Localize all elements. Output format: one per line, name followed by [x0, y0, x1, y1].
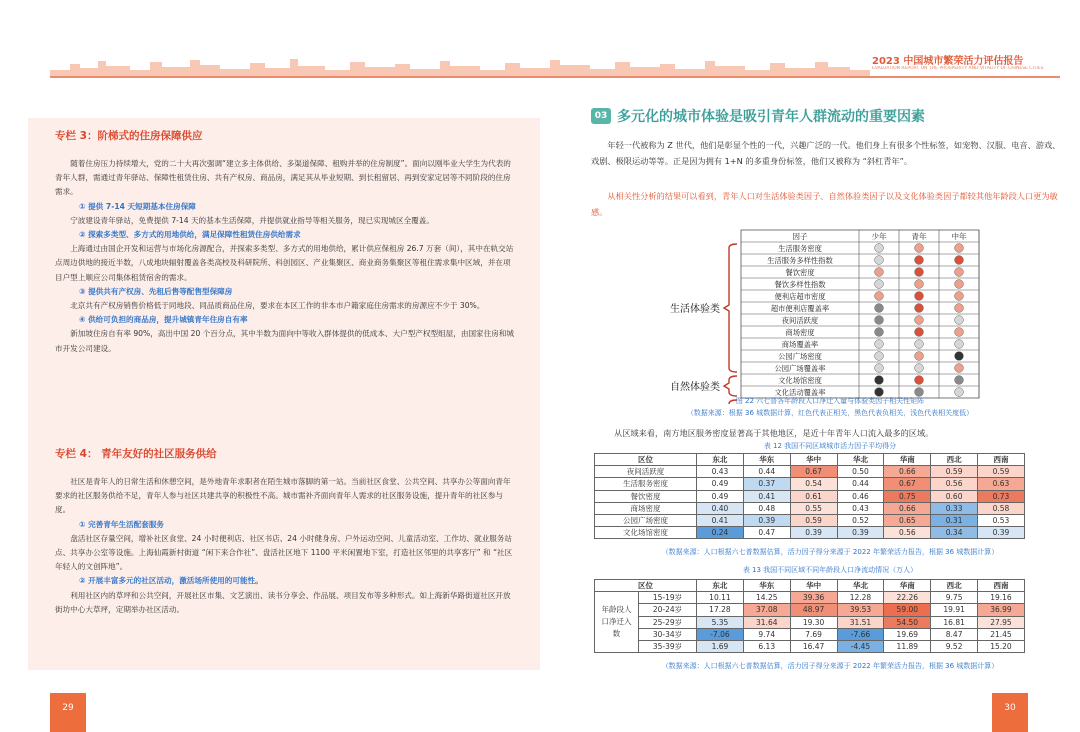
table-cell: 0.75: [884, 490, 931, 502]
table-cell: 0.43: [697, 466, 744, 478]
table-cell: 31.51: [837, 616, 884, 628]
correlation-dot: [915, 364, 924, 373]
paragraph: 北京共有产权房销售价格低于同地段、同品质商品住房，要求在本区工作的非本市户籍家庭住房需求的房源应不少于 30%。: [70, 301, 485, 311]
correlation-dot: [915, 292, 924, 301]
column-4-title: 专栏 4： 青年友好的社区服务供给: [55, 448, 217, 460]
table-cell: 39.36: [790, 592, 837, 604]
matrix-column-label: 少年: [871, 232, 887, 241]
finding-paragraph: 从相关性分析的结果可以看到，青年人口对生活体验类因子、自然体验类因子以及文化体验类因子都较其他年龄段人口更为敏感。: [591, 191, 1058, 218]
subheading: ① 完善青年生活配套服务: [79, 519, 165, 529]
section-badge: 03: [591, 108, 611, 124]
section-title: 多元化的城市体验是吸引青年人群流动的重要因素: [617, 109, 925, 125]
correlation-dot: [955, 304, 964, 313]
correlation-dot: [875, 316, 884, 325]
group-brace: [724, 376, 737, 396]
group-label: 生活体验类: [670, 304, 720, 315]
correlation-dot: [955, 256, 964, 265]
table-cell: 0.59: [931, 466, 978, 478]
matrix-factor-label: 超市便利店覆盖率: [770, 304, 830, 313]
correlation-dot: [955, 244, 964, 253]
table-cell: 0.49: [697, 478, 744, 490]
table-cell: 10.11: [697, 592, 744, 604]
matrix-factor-label: 餐饮密度: [785, 268, 815, 277]
correlation-dot: [955, 268, 964, 277]
table-row: [595, 640, 1025, 652]
table-cell: 0.50: [837, 466, 884, 478]
correlation-matrix-figure: [605, 228, 1065, 404]
table-cell: 16.47: [790, 640, 837, 652]
table-cell: 0.63: [978, 478, 1025, 490]
matrix-factor-label: 生活服务密度: [778, 244, 822, 253]
table-cell: 19.69: [884, 628, 931, 640]
table-cell: 0.55: [790, 502, 837, 514]
table-cell: 37.08: [743, 604, 790, 616]
table-header-cell: 东北: [697, 454, 744, 466]
table-cell: 14.25: [743, 592, 790, 604]
table-header-cell: 华北: [837, 454, 884, 466]
table-cell: 7.69: [790, 628, 837, 640]
subheading: ② 探索多类型、多方式的用地供给，满足保障性租赁住房供给需求: [79, 230, 301, 240]
table-row-label: 25-29岁: [639, 616, 697, 628]
matrix-factor-label: 夜间活跃度: [781, 316, 819, 325]
skyline-decoration: [50, 56, 870, 78]
table-row-label: 公园广场密度: [595, 514, 697, 526]
correlation-dot: [915, 280, 924, 289]
group-brace: [724, 244, 737, 372]
table-cell: 0.53: [978, 514, 1025, 526]
table-cell: 0.60: [931, 490, 978, 502]
table-header-cell: 华东: [743, 454, 790, 466]
table-row: [595, 502, 1025, 514]
table-cell: 0.67: [790, 466, 837, 478]
table-cell: 0.58: [978, 502, 1025, 514]
correlation-dot: [875, 352, 884, 361]
correlation-dot: [915, 340, 924, 349]
table-row-label: 商场密度: [595, 502, 697, 514]
matrix-factor-label: 文化场馆密度: [778, 376, 822, 385]
matrix-factor-label: 生活服务多样性指数: [767, 256, 833, 265]
table-row: [595, 466, 1025, 478]
table-cell: 9.52: [931, 640, 978, 652]
correlation-dot: [915, 376, 924, 385]
correlation-dot: [955, 340, 964, 349]
correlation-dot: [955, 328, 964, 337]
table-row-label: 35-39岁: [639, 640, 697, 652]
matrix-factor-label: 公园广场密度: [778, 352, 822, 361]
table-cell: 0.33: [931, 502, 978, 514]
correlation-dot: [875, 340, 884, 349]
table-header-cell: 东北: [697, 580, 744, 592]
table-cell: 0.41: [697, 514, 744, 526]
table-row-label: 30-34岁: [639, 628, 697, 640]
table-cell: 12.28: [837, 592, 884, 604]
paragraph: 新加坡住房自有率 90%，高出中国 20 个百分点，其中半数为面向中等收入群体提供的低成本、大户型产权型组屋，由国家住房和城市开发公司建设。: [55, 329, 515, 353]
paragraph: 社区是青年人的日常生活和休憩空间，是外地青年求职者在陌生城市落脚的第一站。当前社区食堂、公共空间、共享办公等面向青年要求的社区服务供给不足，青年人参与社区共建共享的积极性不高。城市需补齐面向青年人需求的社区服务设施，提升青年的社区参与度。: [55, 477, 511, 515]
matrix-factor-label: 商场覆盖率: [781, 340, 819, 349]
table-cell: -7.06: [697, 628, 744, 640]
table-row-label: 20-24岁: [639, 604, 697, 616]
table-cell: 48.97: [790, 604, 837, 616]
correlation-dot: [955, 376, 964, 385]
table-header-row: [595, 454, 1025, 466]
matrix-factor-label: 文化活动覆盖率: [774, 388, 826, 397]
table-cell: 31.64: [743, 616, 790, 628]
table-13: [594, 579, 1025, 653]
subheading: ① 提供 7-14 天短期基本住房保障: [79, 201, 196, 211]
table-cell: 27.95: [978, 616, 1025, 628]
correlation-dot: [955, 292, 964, 301]
table-cell: 21.45: [978, 628, 1025, 640]
table-cell: 9.74: [743, 628, 790, 640]
table-cell: 11.89: [884, 640, 931, 652]
table-row: [595, 604, 1025, 616]
paragraph: 利用社区内的草坪和公共空间，开展社区市集、文艺演出、读书分享会、作品展、项目发布等多种形式。如上海新华路街道社区开放街坊中心大草坪，定期举办社区活动。: [55, 590, 511, 614]
table-cell: 0.48: [743, 502, 790, 514]
table-header-cell: 区位: [595, 580, 697, 592]
page-number-right: 30: [992, 693, 1028, 732]
table-cell: 0.40: [697, 502, 744, 514]
correlation-dot: [915, 244, 924, 253]
table-cell: 19.30: [790, 616, 837, 628]
table-cell: 0.59: [978, 466, 1025, 478]
correlation-dot: [955, 364, 964, 373]
table-header-cell: 华中: [790, 454, 837, 466]
matrix-factor-label: 公园广场覆盖率: [774, 364, 826, 373]
table-cell: 0.47: [743, 527, 790, 539]
table-cell: 6.13: [743, 640, 790, 652]
table-header-cell: 华北: [837, 580, 884, 592]
table-cell: 19.16: [978, 592, 1025, 604]
table-header-row: [595, 580, 1025, 592]
table-cell: 0.39: [790, 527, 837, 539]
table-row-label: 文化场馆密度: [595, 527, 697, 539]
correlation-dot: [875, 280, 884, 289]
table-cell: 0.65: [884, 514, 931, 526]
table-cell: 17.28: [697, 604, 744, 616]
table-header-cell: 华南: [884, 454, 931, 466]
table-cell: 0.34: [931, 527, 978, 539]
correlation-dot: [875, 376, 884, 385]
column-3-title: 专栏 3：阶梯式的住房保障供应: [55, 130, 203, 142]
correlation-dot: [875, 364, 884, 373]
table-cell: 0.41: [743, 490, 790, 502]
table-cell: 0.37: [743, 478, 790, 490]
table-cell: 0.56: [884, 527, 931, 539]
table-header-cell: 西南: [978, 580, 1025, 592]
table-header-cell: 西南: [978, 454, 1025, 466]
correlation-dot: [915, 256, 924, 265]
figure-22-note: （数据来源：根据 36 城数据计算，红色代表正相关，黑色代表负相关，浅色代表相关度低）: [686, 409, 974, 417]
table-header-cell: 区位: [595, 454, 697, 466]
matrix-factor-label: 餐饮多样性指数: [774, 280, 826, 289]
correlation-dot: [915, 328, 924, 337]
table-cell: 0.59: [790, 514, 837, 526]
paragraph: 盘活社区存量空间，增补社区食堂、24 小时便利店、社区书店、24 小时健身房、户外运动空间、儿童活动室、工作坊、就业服务站点、共享办公室等设施。上海仙霞新村街道 “闲下来合作社”、盘活社区地下 1100 平米闲置地下室，打造社区邻里的共享客厅” 和 “社区年轻人的文创阵地”。: [55, 533, 513, 572]
table-13-note: （数据来源：人口根据六七普数据估算，活力因子得分来源于 2022 年繁荣活力报告，根据 36 城数据计算）: [661, 662, 999, 670]
table-row-label: 夜间活跃度: [595, 466, 697, 478]
table-12-caption: 表 12 我国不同区域城市活力因子平均得分: [763, 442, 897, 450]
column-3-body: [55, 157, 515, 356]
table-header-cell: 华南: [884, 580, 931, 592]
matrix-header-factor: 因子: [792, 232, 808, 241]
table-cell: 0.31: [931, 514, 978, 526]
table-cell: 0.39: [837, 527, 884, 539]
section-heading: [591, 106, 1061, 126]
page-number-left: 29: [50, 693, 86, 732]
table-header-cell: 西北: [931, 454, 978, 466]
matrix-factor-label: 商场密度: [785, 328, 815, 337]
table-cell: 0.66: [884, 466, 931, 478]
table-cell: 0.73: [978, 490, 1025, 502]
matrix-column-label: 青年: [911, 232, 927, 241]
subheading: ② 开展丰富多元的社区活动，激活场所使用的可能性。: [79, 576, 263, 586]
matrix-column-label: 中年: [951, 232, 967, 241]
table-row: [595, 514, 1025, 526]
table-cell: 0.39: [978, 527, 1025, 539]
group-label: 自然体验类: [670, 382, 720, 393]
table-cell: 15.20: [978, 640, 1025, 652]
table-row: [595, 628, 1025, 640]
paragraph: 宁波建设青年驿站，免费提供 7-14 天的基本生活保障，并提供就业指导等相关服务，现已实现城区全覆盖。: [70, 215, 434, 225]
table-cell: 0.43: [837, 502, 884, 514]
table-cell: 0.56: [931, 478, 978, 490]
table-12: [594, 453, 1025, 539]
table-header-cell: 西北: [931, 580, 978, 592]
correlation-dot: [955, 280, 964, 289]
table-cell: 0.49: [697, 490, 744, 502]
table-cell: 0.61: [790, 490, 837, 502]
correlation-dot: [955, 352, 964, 361]
table-cell: 5.35: [697, 616, 744, 628]
table-cell: 16.81: [931, 616, 978, 628]
table-row: [595, 616, 1025, 628]
table-cell: 0.39: [743, 514, 790, 526]
table-cell: 9.75: [931, 592, 978, 604]
table-13-caption: 表 13 我国不同区域不同年龄段人口净流动情况（万人）: [742, 566, 918, 574]
table-cell: 54.50: [884, 616, 931, 628]
table-cell: 0.66: [884, 502, 931, 514]
table-cell: 0.46: [837, 490, 884, 502]
subheading: ④ 供给可负担的商品房，提升城镇青年住房自有率: [79, 315, 248, 325]
table-cell: 0.44: [837, 478, 884, 490]
report-subtitle: EVALUATION REPORT ON THE PROSPERITY AND VITALITY OF CHINESE CITIES: [872, 66, 1044, 71]
table-cell: 0.54: [790, 478, 837, 490]
correlation-dot: [915, 304, 924, 313]
table-cell: 0.67: [884, 478, 931, 490]
figure-22-caption: 图 22 六七普各年龄段人口净迁入量与体验类因子相关性矩阵: [735, 397, 925, 405]
paragraph: 随着住房压力持续增大，党的二十大再次强调“建立多主体供给、多渠道保障、租购并举的住房制度”。面向以刚毕业大学生为代表的青年人群，需通过青年驿站、保障性租赁住房、共有产权房、商品房，满足其从毕业短期、到长租留居、再到安家定居等不同阶段的住房需求。: [55, 159, 511, 197]
table-12-note: （数据来源：人口根据六七普数据估算，活力因子得分来源于 2022 年繁荣活力报告，根据 36 城数据计算）: [661, 548, 999, 556]
correlation-dot: [875, 304, 884, 313]
intro-paragraph: 年轻一代被称为 Z 世代，他们是彰显个性的一代，兴趣广泛的一代。他们身上有很多个性标签，如宠物、汉服、电音、游戏、戏剧、极限运动等等。正是因为拥有 1+N 的多重身份标签，他们又被称为 “斜杠青年”。: [591, 140, 1061, 167]
table-cell: 59.00: [884, 604, 931, 616]
region-paragraph: 从区域来看，南方地区服务密度显著高于其他地区，是近十年青年人口流入最多的区域。: [614, 428, 934, 438]
header-rule: [50, 76, 1060, 78]
table-cell: 0.52: [837, 514, 884, 526]
correlation-dot: [875, 268, 884, 277]
table-row-label: 生活服务密度: [595, 478, 697, 490]
correlation-dot: [915, 268, 924, 277]
table-row: [595, 592, 1025, 604]
table-row: [595, 527, 1025, 539]
table-cell: 0.44: [743, 466, 790, 478]
correlation-dot: [875, 256, 884, 265]
matrix-factor-label: 便利店超市密度: [774, 292, 826, 301]
correlation-dot: [875, 328, 884, 337]
column-3-box: [55, 128, 515, 356]
table-header-cell: 华东: [743, 580, 790, 592]
table-row: [595, 478, 1025, 490]
correlation-dot: [915, 352, 924, 361]
table-cell: 36.99: [978, 604, 1025, 616]
report-title: 2023 中国城市繁荣活力评估报告: [872, 56, 1024, 67]
table-cell: 8.47: [931, 628, 978, 640]
paragraph: 上海通过由国企开发和运营与市场化房源配合，并探索多类型、多方式的用地供给，累计供应保租房 26.7 万套（间），其中在轨交站点周边供地的接近半数，八成地块辐射覆盖各类高校及科研院所、科创园区、产业集聚区、商业商务集聚区等租住需求集中区域，并在项目户型上顺应公司集体租赁宿舍的需求。: [55, 244, 514, 282]
correlation-dot: [875, 292, 884, 301]
correlation-dot: [875, 244, 884, 253]
table-header-cell: 华中: [790, 580, 837, 592]
table-cell: 39.53: [837, 604, 884, 616]
table-cell: 22.26: [884, 592, 931, 604]
table-row-label: 餐饮密度: [595, 490, 697, 502]
table-cell: 19.91: [931, 604, 978, 616]
table-group-label: 年龄段人口净迁入数: [595, 592, 639, 653]
table-cell: -4.45: [837, 640, 884, 652]
table-cell: 0.24: [697, 527, 744, 539]
table-row-label: 15-19岁: [639, 592, 697, 604]
correlation-dot: [955, 316, 964, 325]
table-cell: 1.69: [697, 640, 744, 652]
table-row: [595, 490, 1025, 502]
column-4-body: [55, 475, 515, 617]
subheading: ③ 提供共有产权房、先租后售等配售型保障房: [79, 286, 233, 296]
table-cell: -7.66: [837, 628, 884, 640]
column-4-box: [55, 446, 515, 617]
correlation-dot: [915, 316, 924, 325]
